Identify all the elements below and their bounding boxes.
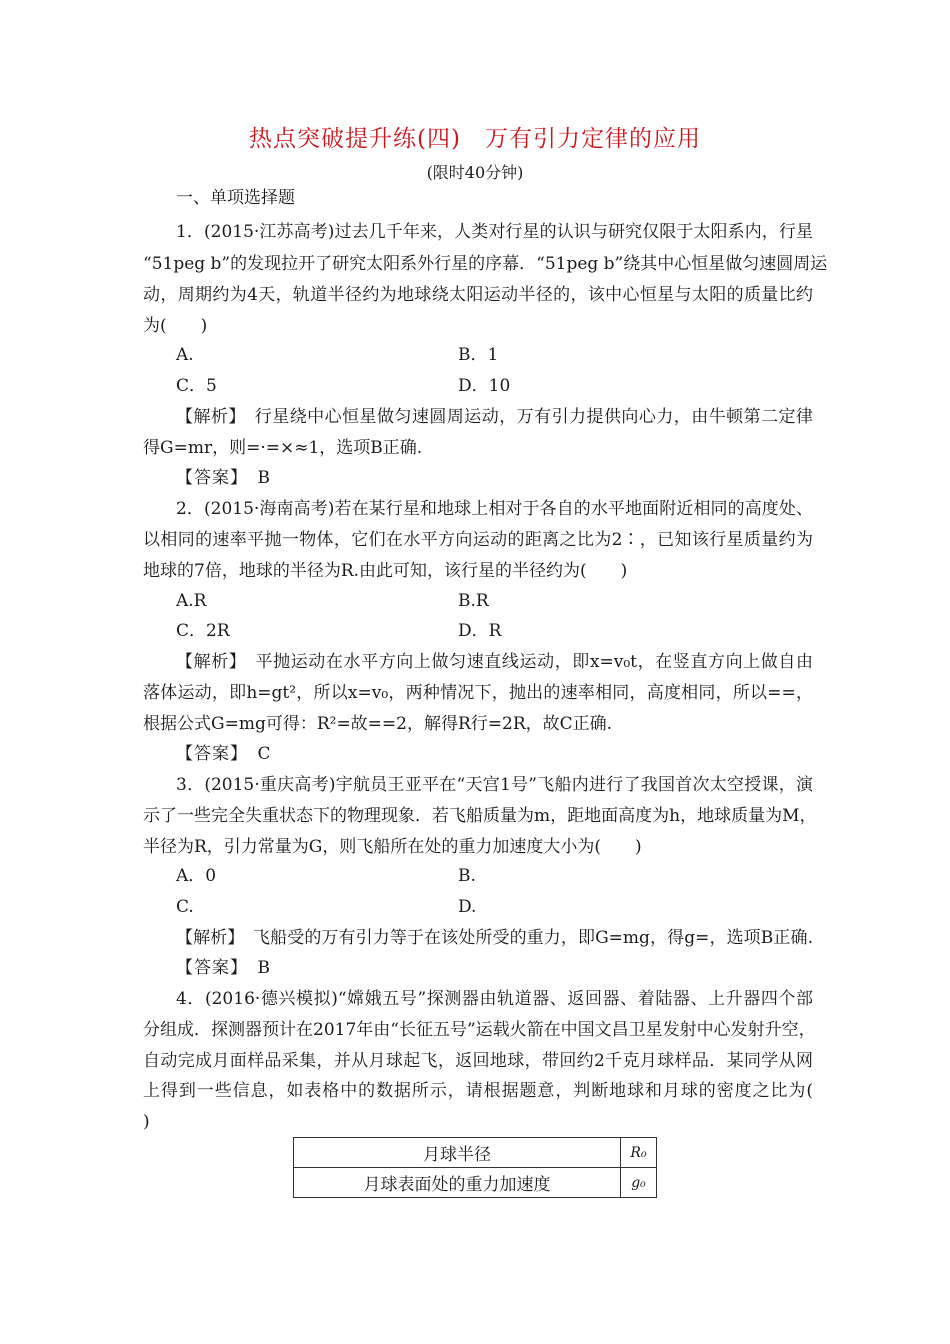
q3-option-b: B.: [458, 866, 476, 886]
q1-line-3: 动，周期约为4天，轨道半径约为地球绕太阳运动半径的，该中心恒星与太阳的质量比约: [143, 285, 813, 305]
q3-analysis-1: 【解析】 飞船受的万有引力等于在该处所受的重力，即G=mg，得g=，选项B正确.: [176, 928, 813, 948]
q2-line-2: 以相同的速率平抛一物体，它们在水平方向运动的距离之比为2∶，已知该行星质量约为: [143, 530, 813, 550]
q2-analysis-1: 【解析】 平抛运动在水平方向上做匀速直线运动，即x=v₀t，在竖直方向上做自由: [176, 652, 813, 672]
q1-option-a: A.: [176, 345, 194, 365]
q4-line-1: 4．(2016·德兴模拟)“嫦娥五号”探测器由轨道器、返回器、着陆器、上升器四个部: [176, 989, 813, 1009]
q1-analysis-1: 【解析】 行星绕中心恒星做匀速圆周运动，万有引力提供向心力，由牛顿第二定律: [176, 407, 813, 427]
q4-line-5: ): [143, 1112, 150, 1132]
table-cell-name: 月球表面处的重力加速度: [294, 1168, 621, 1198]
q3-option-a: A．0: [176, 866, 217, 886]
table-cell-name: 月球半径: [294, 1138, 621, 1168]
q2-option-a: A.R: [176, 591, 207, 611]
q1-line-4: 为( ): [143, 316, 208, 336]
q1-analysis-2: 得G=mr，则=·=×≈1，选项B正确.: [143, 438, 423, 458]
q2-analysis-3: 根据公式G=mg可得：R²=故==2，解得R行=2R，故C正确.: [143, 714, 613, 734]
table-cell-value: R₀: [621, 1138, 657, 1168]
section-heading: 一、单项选择题: [176, 188, 295, 208]
q2-analysis-2: 落体运动，即h=gt²，所以x=v₀，两种情况下，抛出的速率相同，高度相同，所以==，: [143, 683, 813, 703]
q1-option-c: C．5: [176, 376, 217, 396]
time-limit: (限时40分钟): [426, 163, 524, 182]
table-row: [294, 1138, 657, 1168]
q2-answer: 【答案】 C: [176, 744, 272, 764]
page-title: 热点突破提升练(四) 万有引力定律的应用: [249, 126, 701, 152]
q3-answer: 【答案】 B: [176, 958, 271, 978]
q4-line-2: 分组成．探测器预计在2017年由“长征五号”运载火箭在中国文昌卫星发射中心发射升空，: [143, 1020, 816, 1040]
q1-line-2: “51peg b”的发现拉开了研究太阳系外行星的序幕．“51peg b”绕其中心恒星做匀速圆周运: [143, 254, 828, 274]
q1-answer: 【答案】 B: [176, 468, 271, 488]
q1-option-d: D．10: [458, 376, 511, 396]
q3-line-3: 半径为R，引力常量为G，则飞船所在处的重力加速度大小为( ): [143, 837, 642, 857]
table-row: [294, 1168, 657, 1198]
q3-option-d: D.: [458, 897, 477, 917]
q2-option-c: C．2R: [176, 621, 230, 641]
q2-option-d: D．R: [458, 621, 502, 641]
q4-line-4: 上得到一些信息，如表格中的数据所示，请根据题意，判断地球和月球的密度之比为(: [143, 1081, 813, 1101]
q3-line-1: 3．(2015·重庆高考)宇航员王亚平在“天宫1号”飞船内进行了我国首次太空授课，演: [176, 775, 813, 795]
data-table: [293, 1137, 657, 1198]
q3-line-2: 示了一些完全失重状态下的物理现象．若飞船质量为m，距地面高度为h，地球质量为M，: [143, 806, 817, 826]
q3-option-c: C.: [176, 897, 194, 917]
q1-line-1: 1．(2015·江苏高考)过去几千年来，人类对行星的认识与研究仅限于太阳系内，行星: [176, 222, 813, 242]
q4-line-3: 自动完成月面样品采集，并从月球起飞，返回地球，带回约2千克月球样品．某同学从网: [143, 1051, 813, 1071]
table-cell-value: g₀: [621, 1168, 657, 1198]
q1-option-b: B．1: [458, 345, 499, 365]
q2-line-1: 2．(2015·海南高考)若在某行星和地球上相对于各自的水平地面附近相同的高度处、: [176, 499, 813, 519]
q2-line-3: 地球的7倍，地球的半径为R.由此可知，该行星的半径约为( ): [143, 561, 628, 581]
q2-option-b: B.R: [458, 591, 489, 611]
